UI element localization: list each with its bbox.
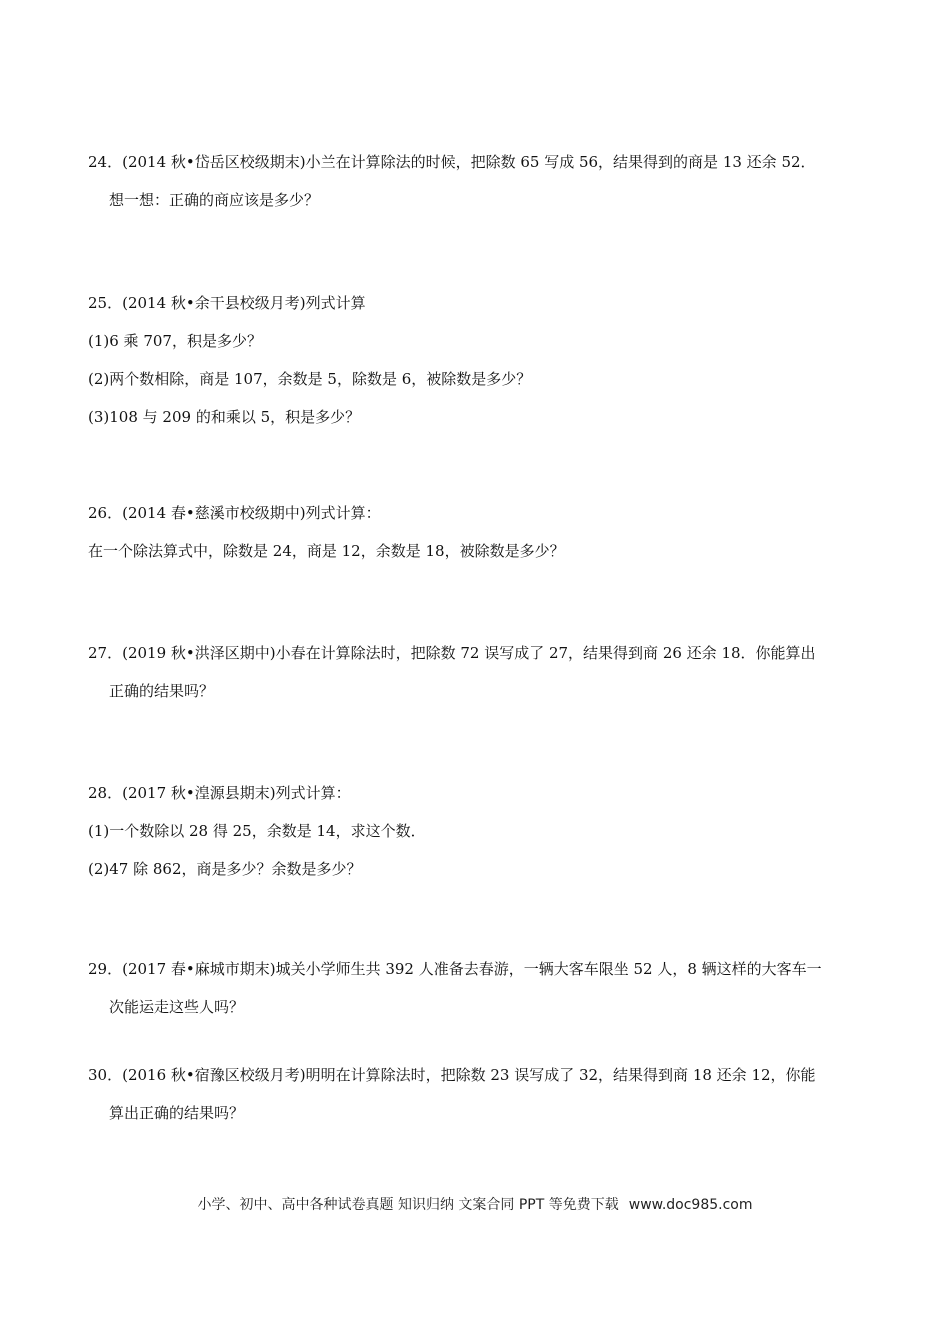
question-25-line-1: 25．(2014 秋•余干县校级月考)列式计算 (88, 294, 366, 312)
question-24 (88, 143, 868, 219)
question-28 (88, 774, 868, 888)
page-footer (0, 1194, 950, 1214)
question-27 (88, 634, 868, 710)
question-26-line-2: 在一个除法算式中，除数是 24，商是 12，余数是 18，被除数是多少？ (88, 542, 565, 560)
question-29 (88, 950, 868, 1026)
question-30 (88, 1056, 868, 1132)
question-25-line-2: (1)6 乘 707，积是多少？ (88, 332, 262, 350)
question-28-line-3: (2)47 除 862，商是多少？余数是多少？ (88, 860, 362, 878)
question-25-line-4: (3)108 与 209 的和乘以 5，积是多少？ (88, 408, 361, 426)
question-25 (88, 284, 868, 436)
question-24-line-1: 24．(2014 秋•岱岳区校级期末)小兰在计算除法的时候，把除数 65 写成 56，结果得到的商是 13 还余 52． (88, 153, 816, 171)
question-28-line-1: 28．(2017 秋•湟源县期末)列式计算： (88, 784, 351, 802)
question-30-line-2: 算出正确的结果吗？ (109, 1104, 245, 1122)
question-27-line-2: 正确的结果吗？ (109, 682, 215, 700)
question-26 (88, 494, 868, 570)
question-29-line-2: 次能运走这些人吗？ (109, 998, 245, 1016)
footer-site-link[interactable]: www.doc985.com (628, 1197, 753, 1213)
question-24-line-2: 想一想：正确的商应该是多少？ (109, 191, 320, 209)
question-27-line-1: 27．(2019 秋•洪泽区期中)小春在计算除法时，把除数 72 误写成了 27，结果得到商 26 还余 18．你能算出 (88, 644, 816, 662)
question-28-line-2: (1)一个数除以 28 得 25，余数是 14，求这个数． (88, 822, 426, 840)
question-25-line-3: (2)两个数相除，商是 107，余数是 5，除数是 6，被除数是多少？ (88, 370, 532, 388)
question-26-line-1: 26．(2014 春•慈溪市校级期中)列式计算： (88, 504, 381, 522)
question-30-line-1: 30．(2016 秋•宿豫区校级月考)明明在计算除法时，把除数 23 误写成了 32，结果得到商 18 还余 12，你能 (88, 1066, 816, 1084)
footer-text: 小学、初中、高中各种试卷真题 知识归纳 文案合同 PPT 等免费下载 (197, 1197, 619, 1213)
question-29-line-1: 29．(2017 春•麻城市期末)城关小学师生共 392 人准备去春游，一辆大客车限坐 52 人，8 辆这样的大客车一 (88, 960, 822, 978)
